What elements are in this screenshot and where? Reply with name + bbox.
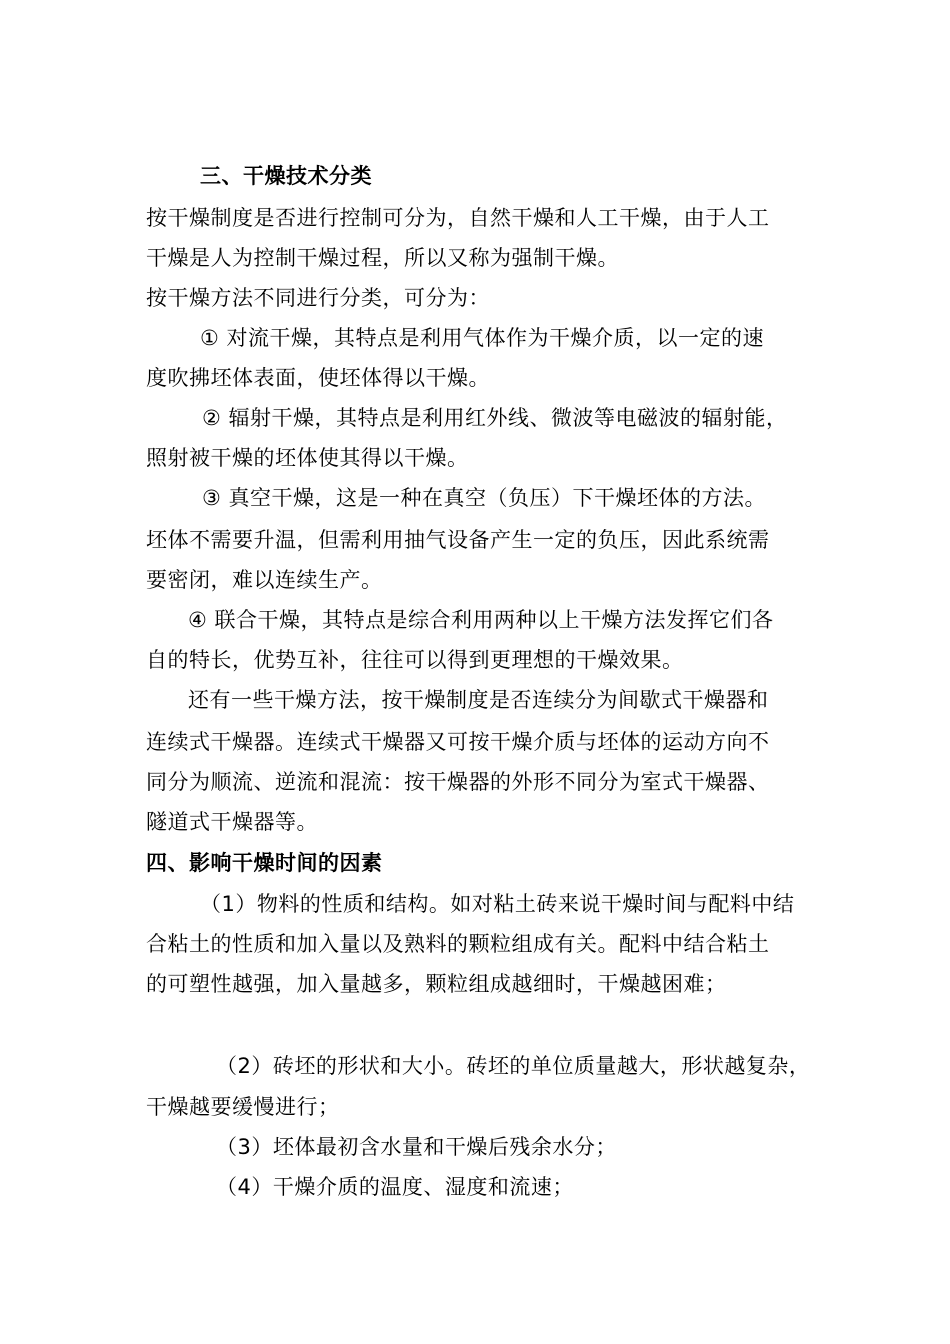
paragraph-line: 同分为顺流、逆流和混流：按干燥器的外形不同分为室式干燥器、 — [146, 770, 770, 794]
paragraph-line: ① 对流干燥，其特点是利用气体作为干燥介质，以一定的速 — [200, 326, 764, 350]
paragraph-line: （3）坯体最初含水量和干燥后残余水分； — [216, 1135, 617, 1159]
paragraph-line: 度吹拂坯体表面，使坯体得以干燥。 — [146, 366, 490, 390]
paragraph-line: ④ 联合干燥，其特点是综合利用两种以上干燥方法发挥它们各 — [188, 608, 774, 632]
paragraph-line: 照射被干燥的坯体使其得以干燥。 — [146, 446, 469, 470]
paragraph-line: 按干燥方法不同进行分类，可分为： — [146, 286, 490, 310]
paragraph-line: 隧道式干燥器等。 — [146, 810, 318, 834]
paragraph-line: ② 辐射干燥，其特点是利用红外线、微波等电磁波的辐射能， — [202, 406, 788, 430]
paragraph-line: 连续式干燥器。连续式干燥器又可按干燥介质与坯体的运动方向不 — [146, 730, 770, 754]
paragraph-line: （1）物料的性质和结构。如对粘土砖来说干燥时间与配料中结 — [200, 892, 795, 916]
paragraph-line: 坯体不需要升温，但需利用抽气设备产生一定的负压，因此系统需 — [146, 528, 770, 552]
section-3-heading: 三、干燥技术分类 — [200, 164, 372, 188]
paragraph-line: 干燥越要缓慢进行； — [146, 1095, 340, 1119]
paragraph-line: 合粘土的性质和加入量以及熟料的颗粒组成有关。配料中结合粘土 — [146, 932, 770, 956]
paragraph-line: （2）砖坯的形状和大小。砖坯的单位质量越大，形状越复杂， — [216, 1054, 811, 1078]
section-4-heading: 四、影响干燥时间的因素 — [146, 851, 383, 875]
paragraph-line: 的可塑性越强，加入量越多，颗粒组成越细时，干燥越困难； — [146, 972, 727, 996]
paragraph-line: 自的特长，优势互补，往往可以得到更理想的干燥效果。 — [146, 648, 684, 672]
paragraph-line: 要密闭，难以连续生产。 — [146, 568, 383, 592]
paragraph-line: 还有一些干燥方法，按干燥制度是否连续分为间歇式干燥器和 — [188, 688, 769, 712]
paragraph-line: （4）干燥介质的温度、湿度和流速； — [216, 1175, 574, 1199]
paragraph-line: ③ 真空干燥，这是一种在真空（负压）下干燥坯体的方法。 — [202, 486, 766, 510]
paragraph-line: 按干燥制度是否进行控制可分为，自然干燥和人工干燥，由于人工 — [146, 206, 770, 230]
paragraph-line: 干燥是人为控制干燥过程，所以又称为强制干燥。 — [146, 246, 619, 270]
